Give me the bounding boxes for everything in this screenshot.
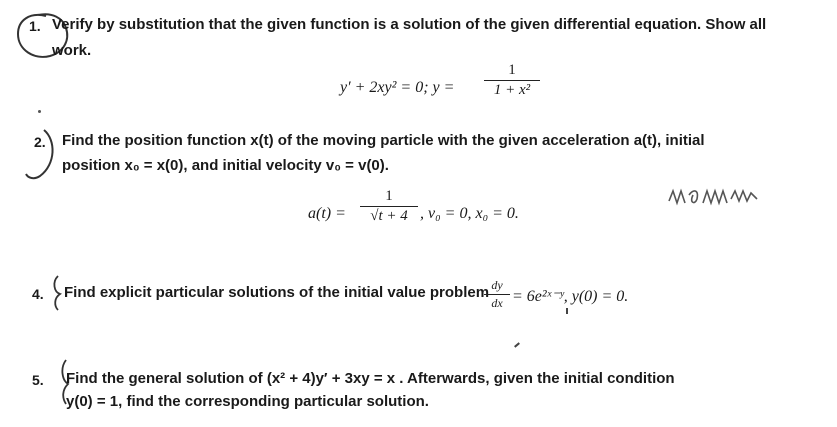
stray-checkmark [514,342,520,347]
fraction-bar [484,80,540,81]
problem-1-equation-left: y′ + 2xy² = 0; y = [340,79,455,96]
fraction-bar [360,206,418,207]
problem-1-fraction [484,62,540,99]
problem-4-fraction-denominator: dx [491,296,503,310]
problem-5-text-line1: Find the general solution of (x² + 4)y′ + 3xy = x . Afterwards, given the initial condition [66,370,675,387]
problem-4-number: 4. [32,286,44,302]
handwritten-scribble-icon [665,185,765,213]
problem-5-number: 5. [32,372,44,388]
problem-1-text-line2: work. [52,42,92,59]
fraction-bar [484,294,510,295]
problem-2-equation-right: , v₀ = 0, x₀ = 0. [420,205,519,222]
stray-tick [566,308,568,314]
problem-5-text-line2: y(0) = 1, find the corresponding particular solution. [66,393,429,410]
problem-2-fraction-numerator: 1 [385,188,393,204]
problem-4-fraction [484,278,510,311]
problem-2-number: 2. [34,134,46,150]
problem-2-text-line1: Find the position function x(t) of the moving particle with the given acceleration a(t), initial [62,132,705,149]
problem-1-fraction-numerator: 1 [508,62,516,78]
problem-1-fraction-denominator: 1 + x² [493,82,531,98]
problem-4-equation-right: = 6e²ˣ⁻ʸ, y(0) = 0. [512,288,629,305]
problem-1-number: 1. [29,18,41,34]
problem-4-fraction-numerator: dy [491,278,503,292]
problem-2-text-line2: position x₀ = x(0), and initial velocity v₀ = v(0). [62,157,389,174]
problem-4-text: Find explicit particular solutions of the initial value problem [64,284,490,301]
problem-2-equation-left: a(t) = [308,205,346,222]
problem-2-fraction [360,188,418,225]
stray-dot [38,110,41,113]
problem-2-fraction-denominator: √t + 4 [370,208,408,224]
problem-1-text-line1: Verify by substitution that the given function is a solution of the given differential equation. Show all [52,16,767,33]
